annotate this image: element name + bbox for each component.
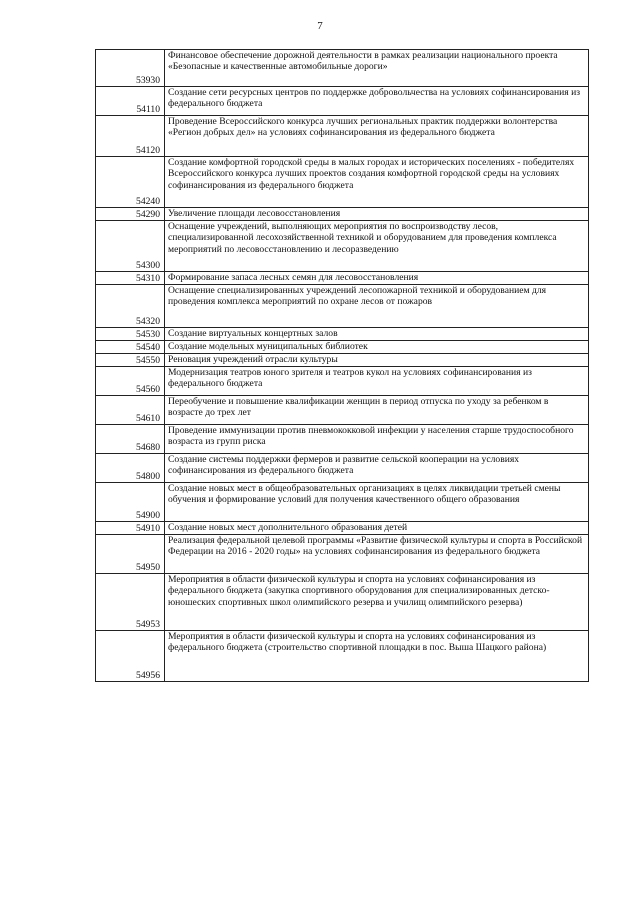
row-code: 53930 [96,50,165,87]
table-row [96,221,589,272]
row-code: 54290 [96,208,165,221]
row-code: 54910 [96,522,165,535]
table-row [96,483,589,522]
table-row [96,87,589,116]
row-description: Создание системы поддержки фермеров и развитие сельской кооперации на условиях софинансирования из федерального бюджета [165,454,589,483]
row-description: Мероприятия в области физической культуры и спорта на условиях софинансирования из федерального бюджета (строительство спортивной площадки в пос. Выша Шацкого района) [165,631,589,682]
budget-codes-table [95,49,589,682]
row-description: Создание виртуальных концертных залов [165,328,589,341]
table-row [96,285,589,328]
table-row [96,208,589,221]
row-description: Проведение иммунизации против пневмококковой инфекции у населения старше трудоспособного возраста из групп риска [165,425,589,454]
page-number: 7 [317,20,323,32]
row-code: 54240 [96,157,165,208]
table-row [96,328,589,341]
table-row [96,354,589,367]
row-description: Проведение Всероссийского конкурса лучших региональных практик поддержки волонтерства «Регион добрых дел» на условиях софинансирования из федерального бюджета [165,116,589,157]
table-row [96,116,589,157]
row-description: Создание сети ресурсных центров по поддержке добровольчества на условиях софинансирования из федерального бюджета [165,87,589,116]
row-description: Создание новых мест дополнительного образования детей [165,522,589,535]
row-description: Модернизация театров юного зрителя и театров кукол на условиях софинансирования из федерального бюджета [165,367,589,396]
row-description: Оснащение специализированных учреждений лесопожарной техникой и оборудованием для проведения комплекса мероприятий по охране лесов от пожаров [165,285,589,328]
table-row [96,631,589,682]
table-row [96,272,589,285]
row-description: Реализация федеральной целевой программы «Развитие физической культуры и спорта в Российской Федерации на 2016 - 2020 годы» на условиях софинансирования из федерального бюджета [165,535,589,574]
row-code: 54950 [96,535,165,574]
table-row [96,396,589,425]
table-row [96,341,589,354]
row-code: 54953 [96,574,165,631]
table-row [96,425,589,454]
row-description: Создание комфортной городской среды в малых городах и исторических поселениях - победителях Всероссийского конкурса лучших проектов создания комфортной городской среды на условиях софинансирования из федерального бюджета [165,157,589,208]
row-description: Формирование запаса лесных семян для лесовосстановления [165,272,589,285]
row-code: 54310 [96,272,165,285]
row-description: Финансовое обеспечение дорожной деятельности в рамках реализации национального проекта «Безопасные и качественные автомобильные дороги» [165,50,589,87]
row-code: 54900 [96,483,165,522]
row-code: 54110 [96,87,165,116]
table-row [96,535,589,574]
table-row [96,157,589,208]
table-row [96,574,589,631]
table-row [96,454,589,483]
row-description: Создание новых мест в общеобразовательных организациях в целях ликвидации третьей смены обучения и формирование условий для получения качественного общего образования [165,483,589,522]
table-row [96,50,589,87]
row-code: 54680 [96,425,165,454]
row-code: 54800 [96,454,165,483]
row-description: Реновация учреждений отрасли культуры [165,354,589,367]
row-code: 54956 [96,631,165,682]
table-row [96,522,589,535]
table-row [96,367,589,396]
row-code: 54550 [96,354,165,367]
row-description: Увеличение площади лесовосстановления [165,208,589,221]
row-description: Оснащение учреждений, выполняющих мероприятия по воспроизводству лесов, специализированной лесохозяйственной техникой и оборудованием для проведения комплекса мероприятий по лесовосстановлению и лесоразведению [165,221,589,272]
row-code: 54300 [96,221,165,272]
row-code: 54560 [96,367,165,396]
row-code: 54540 [96,341,165,354]
row-description: Мероприятия в области физической культуры и спорта на условиях софинансирования из федерального бюджета (закупка спортивного оборудования для специализированных детско-юношеских спортивных школ олимпийского резерва и училищ олимпийского резерва) [165,574,589,631]
row-code: 54320 [96,285,165,328]
row-code: 54610 [96,396,165,425]
row-description: Переобучение и повышение квалификации женщин в период отпуска по уходу за ребенком в возрасте до трех лет [165,396,589,425]
row-description: Создание модельных муниципальных библиотек [165,341,589,354]
table-body [96,50,589,682]
row-code: 54120 [96,116,165,157]
row-code: 54530 [96,328,165,341]
